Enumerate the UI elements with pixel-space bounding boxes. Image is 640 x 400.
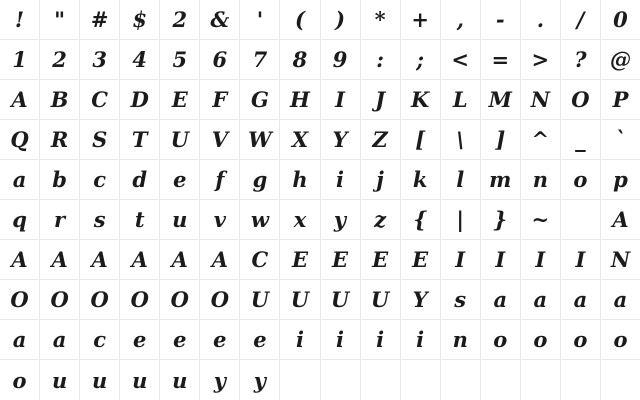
glyph-cell: u: [160, 200, 200, 240]
glyph-cell: U: [321, 280, 361, 320]
glyph-cell: o: [0, 360, 40, 400]
glyph-cell: L: [441, 80, 481, 120]
glyph-cell: 3: [80, 40, 120, 80]
glyph-cell: 2: [160, 0, 200, 40]
glyph-cell: e: [160, 320, 200, 360]
glyph-cell: 7: [240, 40, 280, 80]
glyph-cell: 9: [321, 40, 361, 80]
glyph-cell: ?: [561, 40, 601, 80]
glyph-cell: ): [321, 0, 361, 40]
glyph-cell: a: [40, 320, 80, 360]
glyph-cell: 4: [120, 40, 160, 80]
glyph-row: [0, 200, 640, 240]
glyph-cell: T: [120, 120, 160, 160]
glyph-cell: *: [361, 0, 401, 40]
glyph-cell: E: [321, 240, 361, 280]
glyph-cell-empty: [280, 360, 320, 400]
glyph-cell: W: [240, 120, 280, 160]
glyph-cell: u: [40, 360, 80, 400]
glyph-row: [0, 40, 640, 80]
glyph-cell: b: [40, 160, 80, 200]
glyph-cell: y: [200, 360, 240, 400]
glyph-cell: p: [601, 160, 640, 200]
glyph-cell: n: [521, 160, 561, 200]
glyph-cell: m: [481, 160, 521, 200]
glyph-cell: e: [120, 320, 160, 360]
glyph-cell: u: [80, 360, 120, 400]
glyph-cell: O: [0, 280, 40, 320]
glyph-cell: O: [160, 280, 200, 320]
glyph-cell: B: [40, 80, 80, 120]
glyph-cell: ": [40, 0, 80, 40]
glyph-row: [0, 240, 640, 280]
glyph-cell: w: [240, 200, 280, 240]
glyph-cell: N: [601, 240, 640, 280]
glyph-cell: `: [601, 120, 640, 160]
glyph-cell-empty: [481, 360, 521, 400]
glyph-cell: v: [200, 200, 240, 240]
glyph-cell: A: [200, 240, 240, 280]
glyph-cell: z: [361, 200, 401, 240]
glyph-cell: Q: [0, 120, 40, 160]
glyph-cell: 6: [200, 40, 240, 80]
glyph-cell: i: [280, 320, 320, 360]
glyph-cell: O: [80, 280, 120, 320]
glyph-cell: a: [601, 280, 640, 320]
glyph-cell: y: [240, 360, 280, 400]
glyph-cell-empty: [601, 360, 640, 400]
glyph-cell: $: [120, 0, 160, 40]
glyph-cell: O: [200, 280, 240, 320]
glyph-cell: o: [601, 320, 640, 360]
glyph-cell: c: [80, 160, 120, 200]
glyph-cell: c: [80, 320, 120, 360]
glyph-row: [0, 120, 640, 160]
glyph-cell: K: [401, 80, 441, 120]
glyph-cell: I: [481, 240, 521, 280]
glyph-cell: i: [361, 320, 401, 360]
glyph-cell: +: [401, 0, 441, 40]
glyph-cell-empty: [441, 360, 481, 400]
glyph-cell: !: [0, 0, 40, 40]
glyph-cell: O: [561, 80, 601, 120]
glyph-cell-empty: [561, 360, 601, 400]
glyph-cell: E: [280, 240, 320, 280]
glyph-cell: Y: [321, 120, 361, 160]
glyph-cell: e: [240, 320, 280, 360]
glyph-cell: ,: [441, 0, 481, 40]
glyph-cell: A: [160, 240, 200, 280]
glyph-cell: A: [40, 240, 80, 280]
glyph-cell: j: [361, 160, 401, 200]
glyph-cell: &: [200, 0, 240, 40]
glyph-cell: D: [120, 80, 160, 120]
glyph-cell: U: [160, 120, 200, 160]
glyph-cell: a: [561, 280, 601, 320]
glyph-cell: Z: [361, 120, 401, 160]
glyph-cell: N: [521, 80, 561, 120]
glyph-cell: ': [240, 0, 280, 40]
glyph-cell: y: [321, 200, 361, 240]
glyph-cell: e: [200, 320, 240, 360]
glyph-cell: S: [80, 120, 120, 160]
glyph-cell: O: [120, 280, 160, 320]
glyph-cell: F: [200, 80, 240, 120]
glyph-cell-empty: [561, 200, 601, 240]
glyph-cell: [: [401, 120, 441, 160]
glyph-cell: 0: [601, 0, 640, 40]
glyph-cell: H: [280, 80, 320, 120]
glyph-cell: k: [401, 160, 441, 200]
glyph-cell: s: [80, 200, 120, 240]
glyph-cell: a: [521, 280, 561, 320]
glyph-cell: Y: [401, 280, 441, 320]
glyph-cell-empty: [401, 360, 441, 400]
glyph-cell: U: [361, 280, 401, 320]
glyph-cell: U: [280, 280, 320, 320]
glyph-cell-empty: [361, 360, 401, 400]
glyph-cell: 1: [0, 40, 40, 80]
glyph-cell: I: [561, 240, 601, 280]
glyph-cell: I: [321, 80, 361, 120]
glyph-cell: :: [361, 40, 401, 80]
glyph-cell: _: [561, 120, 601, 160]
glyph-cell: >: [521, 40, 561, 80]
glyph-cell: t: [120, 200, 160, 240]
glyph-cell: C: [240, 240, 280, 280]
glyph-cell: a: [0, 160, 40, 200]
glyph-cell: 5: [160, 40, 200, 80]
glyph-row: [0, 160, 640, 200]
glyph-cell: h: [280, 160, 320, 200]
glyph-cell: e: [160, 160, 200, 200]
glyph-cell: A: [120, 240, 160, 280]
glyph-cell: q: [0, 200, 40, 240]
glyph-cell: s: [441, 280, 481, 320]
glyph-row: [0, 360, 640, 400]
glyph-cell: \: [441, 120, 481, 160]
glyph-cell: a: [0, 320, 40, 360]
glyph-cell: O: [40, 280, 80, 320]
glyph-cell: o: [561, 320, 601, 360]
glyph-cell: f: [200, 160, 240, 200]
glyph-cell: {: [401, 200, 441, 240]
glyph-cell: 8: [280, 40, 320, 80]
glyph-cell-empty: [521, 360, 561, 400]
glyph-cell: #: [80, 0, 120, 40]
glyph-cell: -: [481, 0, 521, 40]
glyph-cell: |: [441, 200, 481, 240]
glyph-cell: M: [481, 80, 521, 120]
glyph-cell: E: [160, 80, 200, 120]
glyph-cell: g: [240, 160, 280, 200]
glyph-cell: A: [0, 80, 40, 120]
glyph-row: [0, 0, 640, 40]
glyph-cell: i: [321, 320, 361, 360]
glyph-cell: R: [40, 120, 80, 160]
glyph-cell: o: [561, 160, 601, 200]
glyph-cell: u: [120, 360, 160, 400]
glyph-cell: x: [280, 200, 320, 240]
glyph-cell: G: [240, 80, 280, 120]
glyph-cell-empty: [321, 360, 361, 400]
glyph-cell: C: [80, 80, 120, 120]
glyph-cell: V: [200, 120, 240, 160]
glyph-cell: P: [601, 80, 640, 120]
glyph-row: [0, 80, 640, 120]
glyph-cell: }: [481, 200, 521, 240]
glyph-cell: a: [481, 280, 521, 320]
glyph-cell: u: [160, 360, 200, 400]
glyph-cell: i: [321, 160, 361, 200]
glyph-cell: A: [601, 200, 640, 240]
glyph-cell: o: [481, 320, 521, 360]
glyph-cell: U: [240, 280, 280, 320]
glyph-cell: A: [0, 240, 40, 280]
glyph-cell: /: [561, 0, 601, 40]
glyph-cell: r: [40, 200, 80, 240]
glyph-cell: ;: [401, 40, 441, 80]
glyph-cell: o: [521, 320, 561, 360]
glyph-cell: =: [481, 40, 521, 80]
glyph-cell: ~: [521, 200, 561, 240]
glyph-cell: 2: [40, 40, 80, 80]
glyph-cell: i: [401, 320, 441, 360]
glyph-cell: J: [361, 80, 401, 120]
glyph-cell: A: [80, 240, 120, 280]
glyph-cell: .: [521, 0, 561, 40]
glyph-cell: E: [361, 240, 401, 280]
glyph-cell: <: [441, 40, 481, 80]
glyph-cell: X: [280, 120, 320, 160]
glyph-cell: E: [401, 240, 441, 280]
glyph-row: [0, 280, 640, 320]
glyph-row: [0, 320, 640, 360]
glyph-cell: l: [441, 160, 481, 200]
glyph-cell: (: [280, 0, 320, 40]
glyph-cell: ^: [521, 120, 561, 160]
glyph-cell: @: [601, 40, 640, 80]
glyph-cell: I: [441, 240, 481, 280]
glyph-cell: I: [521, 240, 561, 280]
glyph-cell: d: [120, 160, 160, 200]
glyph-cell: ]: [481, 120, 521, 160]
glyph-cell: n: [441, 320, 481, 360]
